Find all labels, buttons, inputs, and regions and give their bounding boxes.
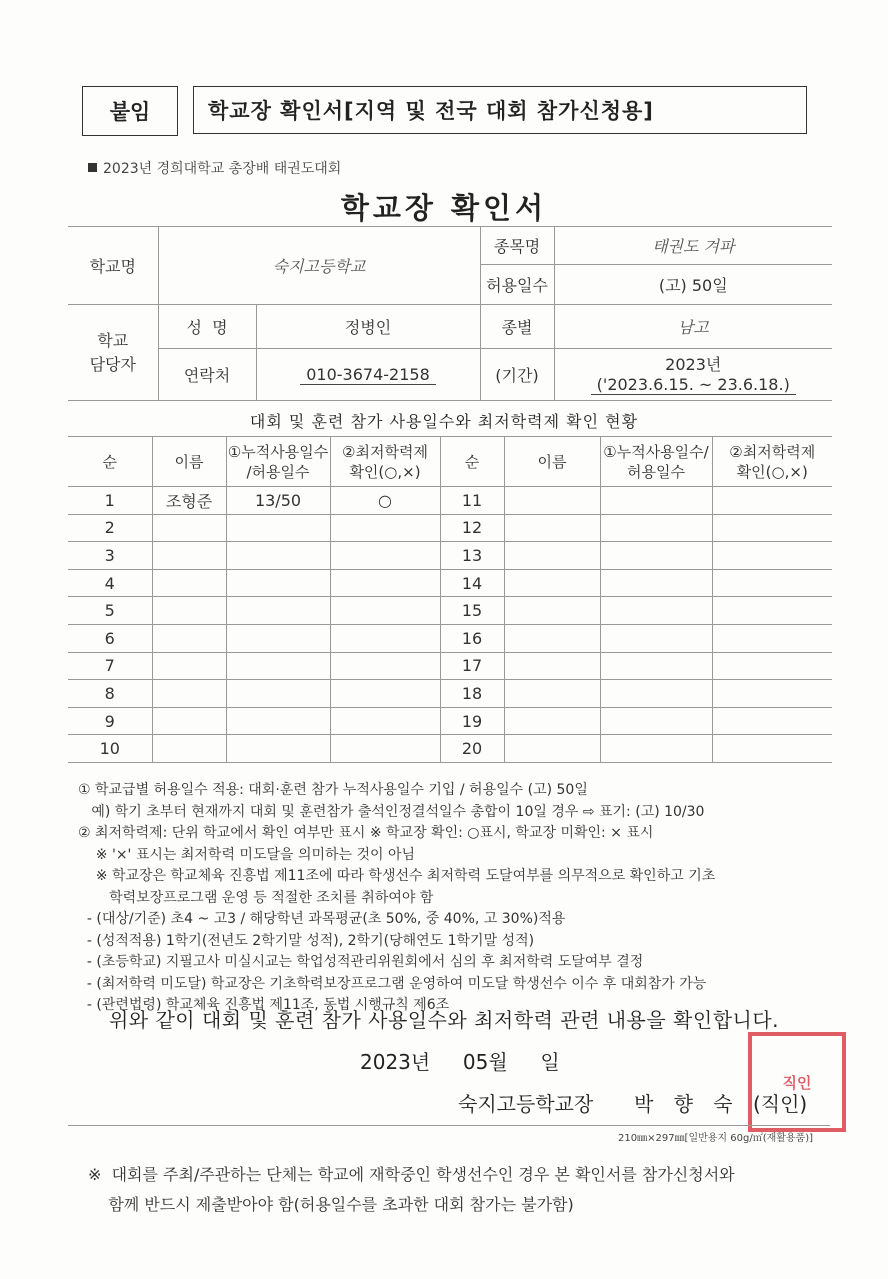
attachment-tag-label: 붙임 <box>109 100 151 124</box>
student-name-right <box>504 652 600 680</box>
row-number-right: 14 <box>440 569 504 597</box>
square-bullet-icon <box>88 163 97 172</box>
table-row <box>68 680 832 708</box>
row-number-right: 13 <box>440 542 504 570</box>
event-value: 태권도 겨파 <box>554 227 832 265</box>
academic-check <box>330 680 440 708</box>
academic-check-right <box>712 514 832 542</box>
event-label: 종목명 <box>480 227 554 265</box>
school-info-table <box>68 226 832 401</box>
table-row <box>68 542 832 570</box>
row-number-right: 19 <box>440 707 504 735</box>
note-line: 학력보장프로그램 운영 등 적절한 조치를 취하여야 함 <box>78 889 434 906</box>
note-line: - (성적적용) 1학기(전년도 2학기말 성적), 2학기(당해연도 1학기말 성적) <box>78 932 535 949</box>
academic-check-right <box>712 652 832 680</box>
student-name <box>152 514 226 542</box>
used-days-right <box>600 652 712 680</box>
student-name-right <box>504 680 600 708</box>
name-label: 성 명 <box>158 305 256 349</box>
category-value: 남고 <box>554 305 832 349</box>
student-name <box>152 735 226 763</box>
student-name-right <box>504 542 600 570</box>
form-header-title <box>193 86 807 134</box>
manager-label: 학교 담당자 <box>68 305 158 401</box>
row-number: 5 <box>68 597 152 625</box>
col-header-days: ①누적사용일수 /허용일수 <box>226 437 330 487</box>
allowed-days-value: (고) 50일 <box>554 265 832 305</box>
row-number-right: 12 <box>440 514 504 542</box>
row-number: 8 <box>68 680 152 708</box>
table-row <box>68 487 832 515</box>
student-name <box>152 652 226 680</box>
academic-check-right <box>712 624 832 652</box>
col-header-name: 이름 <box>152 437 226 487</box>
paper-spec: 210㎜×297㎜[일반용지 60g/㎡(재활용품)] <box>618 1133 814 1144</box>
row-number: 7 <box>68 652 152 680</box>
academic-check-right <box>712 569 832 597</box>
row-number-right: 17 <box>440 652 504 680</box>
used-days <box>226 735 330 763</box>
note-line: ※ '×' 표시는 최저학력 미도달을 의미하는 것이 아님 <box>78 846 416 863</box>
student-name <box>152 624 226 652</box>
row-number-right: 15 <box>440 597 504 625</box>
contact-value: 010-3674-2158 <box>300 365 436 385</box>
academic-check <box>330 542 440 570</box>
category-label: 종별 <box>480 305 554 349</box>
school-value: 숙지고등학교 <box>158 227 480 305</box>
used-days <box>226 514 330 542</box>
academic-check <box>330 735 440 763</box>
student-name-right <box>504 514 600 542</box>
notes-section <box>78 780 715 1017</box>
academic-check-right <box>712 707 832 735</box>
col-header-no-right: 순 <box>440 437 504 487</box>
contact-label: 연락처 <box>158 349 256 401</box>
row-number-right: 11 <box>440 487 504 515</box>
status-section-title: 대회 및 훈련 참가 사용일수와 최저학력제 확인 현황 <box>249 412 639 431</box>
row-number: 6 <box>68 624 152 652</box>
row-number-right: 20 <box>440 735 504 763</box>
academic-check <box>330 707 440 735</box>
academic-check-right <box>712 487 832 515</box>
row-number: 10 <box>68 735 152 763</box>
used-days-right <box>600 514 712 542</box>
academic-check <box>330 597 440 625</box>
row-number: 2 <box>68 514 152 542</box>
note-line: ※ 학교장은 학교체육 진흥법 제11조에 따라 학생선수 최저학력 도달여부를 의무적으로 확인하고 기초 <box>78 868 716 884</box>
confirmation-date: 2023년 05월 일 <box>360 1050 560 1074</box>
note-line: ② 최저학력제: 단위 학교에서 확인 여부만 표시 ※ 학교장 확인: ○표시, 학교장 미확인: × 표시 <box>78 825 654 841</box>
student-name <box>152 569 226 597</box>
table-row <box>68 735 832 763</box>
note-line: - (대상/기준) 초4 ~ 고3 / 해당학년 과목평균(초 50%, 중 40%, 고 30%)적용 <box>78 911 566 927</box>
col-header-check: ②최저학력제 확인(○,×) <box>330 437 440 487</box>
used-days-right <box>600 624 712 652</box>
academic-check <box>330 569 440 597</box>
row-number: 9 <box>68 707 152 735</box>
used-days <box>226 652 330 680</box>
note-line: - (초등학교) 지필고사 미실시교는 학업성적관리위원회에서 심의 후 최저학력 도달여부 결정 <box>78 954 644 970</box>
note-line: ① 학교급별 허용일수 적용: 대회·훈련 참가 누적사용일수 기입 / 허용일수 (고) 50일 <box>78 782 588 798</box>
school-label: 학교명 <box>68 227 158 305</box>
period-year: 2023년 <box>665 354 722 374</box>
event-caption-text: 2023년 경희대학교 총장배 태권도대회 <box>103 161 342 177</box>
note-line: - (관련법령) 학교체육 진흥법 제11조, 동법 시행규칙 제6조 <box>78 997 450 1013</box>
name-value: 정병인 <box>256 305 480 349</box>
used-days <box>226 569 330 597</box>
student-name: 조형준 <box>152 487 226 515</box>
student-name <box>152 707 226 735</box>
period-label: (기간) <box>480 349 554 401</box>
academic-check-right <box>712 680 832 708</box>
used-days <box>226 542 330 570</box>
document-title: 학교장 확인서 <box>340 191 548 225</box>
footer-notice <box>88 1160 735 1220</box>
allowed-days-label: 허용일수 <box>480 265 554 305</box>
academic-check <box>330 652 440 680</box>
student-name <box>152 542 226 570</box>
student-name-right <box>504 569 600 597</box>
used-days <box>226 597 330 625</box>
form-header-title-text: 학교장 확인서[지역 및 전국 대회 참가신청용] <box>208 99 654 123</box>
period-range: ('2023.6.15. ~ 23.6.18.) <box>591 375 796 395</box>
academic-check-right <box>712 735 832 763</box>
student-name-right <box>504 735 600 763</box>
student-name-right <box>504 624 600 652</box>
col-header-check-right: ②최저학력제 확인(○,×) <box>712 437 832 487</box>
row-number: 3 <box>68 542 152 570</box>
col-header-days-right: ①누적사용일수/ 허용일수 <box>600 437 712 487</box>
academic-check <box>330 514 440 542</box>
col-header-no: 순 <box>68 437 152 487</box>
attachment-tag <box>82 86 178 136</box>
academic-check-right <box>712 597 832 625</box>
event-caption <box>88 158 341 178</box>
note-line: - (최저학력 미도달) 학교장은 기초학력보장프로그램 운영하여 미도달 학생선수 이수 후 대회참가 가능 <box>78 975 707 992</box>
table-row <box>68 597 832 625</box>
table-row <box>68 707 832 735</box>
table-row <box>68 569 832 597</box>
academic-check-right <box>712 542 832 570</box>
row-number: 1 <box>68 487 152 515</box>
used-days-right <box>600 597 712 625</box>
used-days-right <box>600 680 712 708</box>
table-row <box>68 514 832 542</box>
student-name-right <box>504 707 600 735</box>
stamp-text: 직인 <box>782 1073 812 1092</box>
student-status-table <box>68 436 832 763</box>
used-days-right <box>600 487 712 515</box>
table-row <box>68 624 832 652</box>
used-days <box>226 707 330 735</box>
used-days <box>226 624 330 652</box>
used-days <box>226 680 330 708</box>
col-header-name-right: 이름 <box>504 437 600 487</box>
footer-line: 함께 반드시 제출받아야 함(허용일수를 초과한 대회 참가는 불가함) <box>88 1195 574 1214</box>
official-seal-stamp <box>748 1032 846 1132</box>
row-number-right: 16 <box>440 624 504 652</box>
academic-check <box>330 624 440 652</box>
academic-check: ○ <box>330 487 440 515</box>
used-days-right <box>600 542 712 570</box>
used-days-right <box>600 707 712 735</box>
student-name <box>152 597 226 625</box>
used-days: 13/50 <box>226 487 330 515</box>
row-number-right: 18 <box>440 680 504 708</box>
used-days-right <box>600 569 712 597</box>
principal-signature: 숙지고등학교장 박 향 숙 (직인) <box>458 1092 808 1116</box>
student-name <box>152 680 226 708</box>
student-name-right <box>504 487 600 515</box>
footer-line: ※ 대회를 주최/주관하는 단체는 학교에 재학중인 학생선수인 경우 본 확인서를 참가신청서와 <box>88 1165 735 1184</box>
note-line: 예) 학기 초부터 현재까지 대회 및 훈련참가 출석인정결석일수 총합이 10일 경우 ⇨ 표기: (고) 10/30 <box>78 803 705 820</box>
student-name-right <box>504 597 600 625</box>
confirmation-statement: 위와 같이 대회 및 훈련 참가 사용일수와 최저학력 관련 내용을 확인합니다. <box>108 1008 780 1032</box>
row-number: 4 <box>68 569 152 597</box>
used-days-right <box>600 735 712 763</box>
footer-divider <box>68 1125 830 1126</box>
table-row <box>68 652 832 680</box>
